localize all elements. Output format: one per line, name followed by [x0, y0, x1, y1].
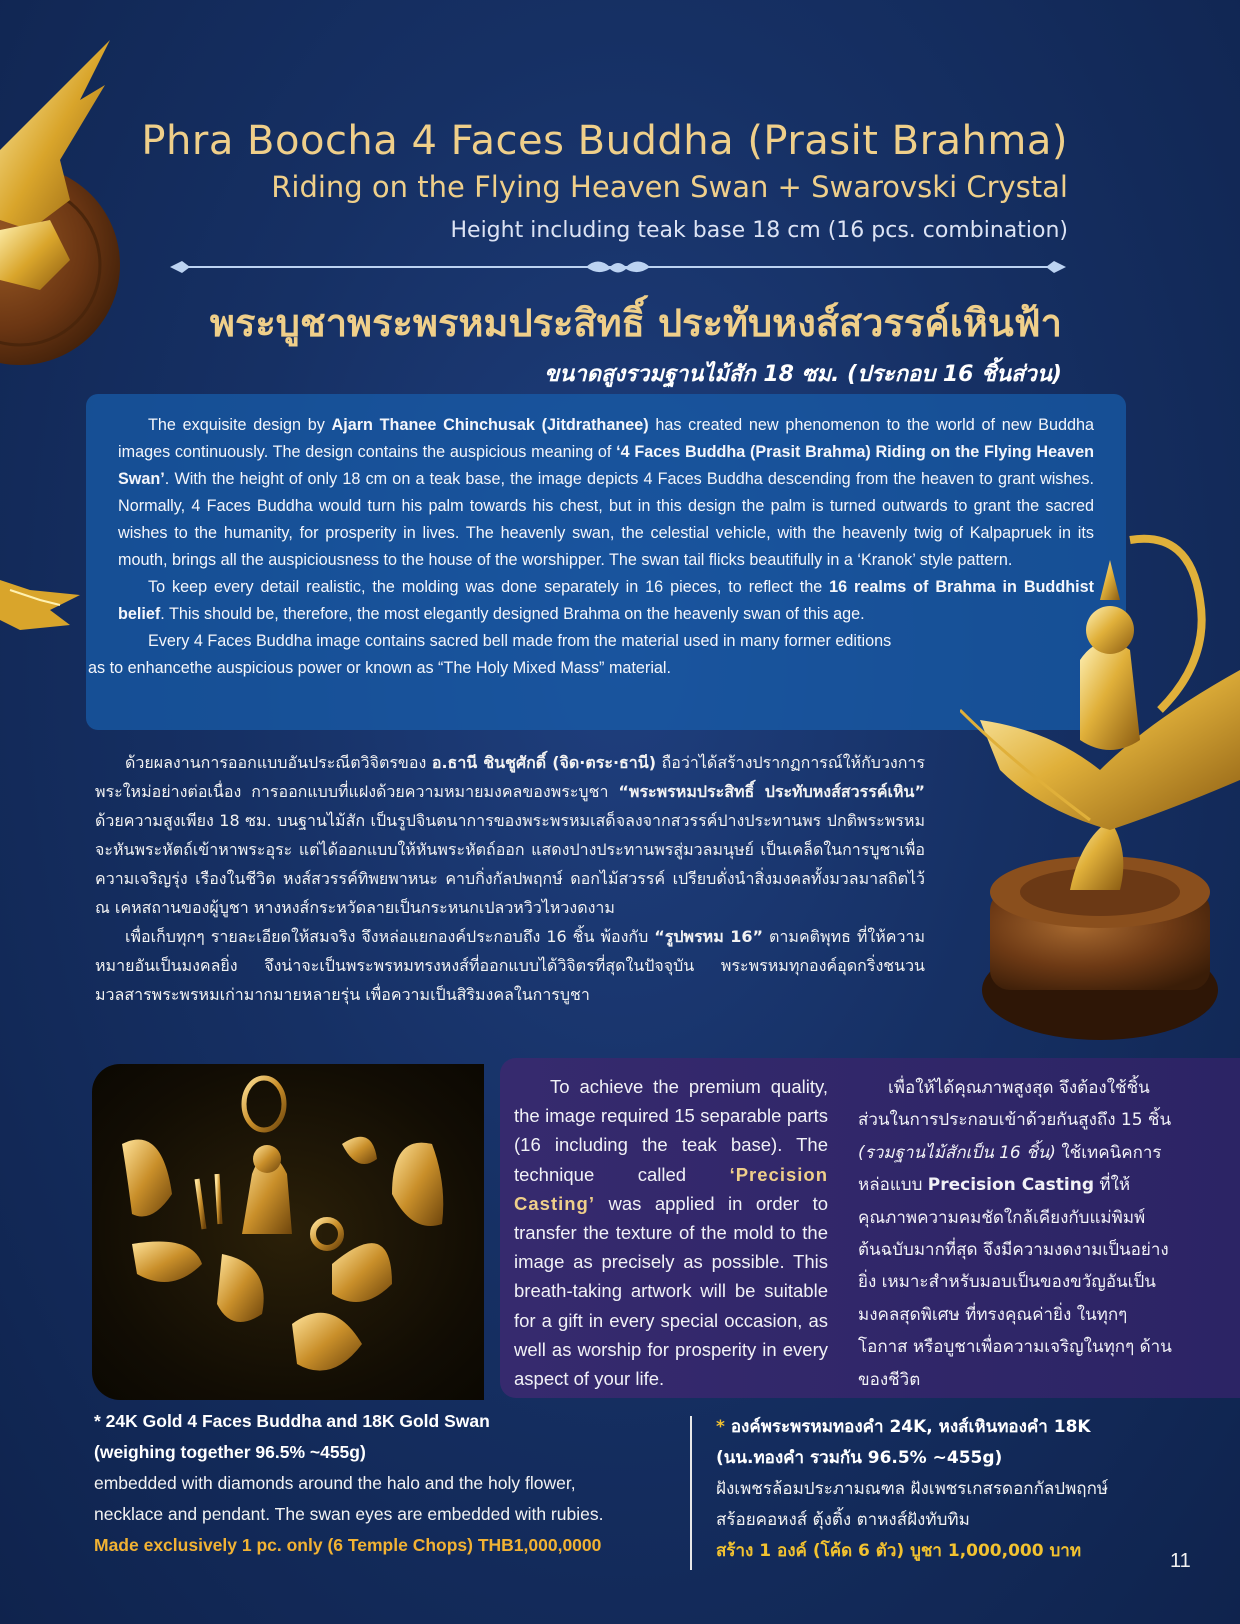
caption-th-line4: สร้อยคอหงส์ ตุ้งติ้ง ตาหงส์ฝังทับทิม	[716, 1510, 970, 1530]
caption-en-price: Made exclusively 1 pc. only (6 Temple Chops) THB1,000,0000	[94, 1535, 602, 1555]
intro-en-paragraph-2: To keep every detail realistic, the molding was done separately in 16 pieces, to reflect the 16 realms of Brahma in Buddhist belief. This should be, therefore, the most elegantly designed Brahma on the heavenly swan of this age.	[118, 578, 1094, 623]
title-en-line3: Height including teak base 18 cm (16 pcs. combination)	[450, 218, 1068, 243]
title-th-line2: ขนาดสูงรวมฐานไม้สัก 18 ซม. (ประกอบ 16 ชิ้นส่วน)	[544, 362, 1062, 387]
caption-en-line2: (weighing together 96.5% ~455g)	[94, 1442, 366, 1462]
caption-th	[716, 1412, 1186, 1567]
title-en-line2: Riding on the Flying Heaven Swan + Swarovski Crystal	[271, 170, 1068, 204]
decorative-divider	[168, 256, 1068, 278]
page-number: 11	[1170, 1550, 1191, 1572]
caption-divider	[690, 1416, 692, 1570]
intro-en-paragraph-3: Every 4 Faces Buddha image contains sacred bell made from the material used in many former editions as to enhancethe auspicious power or known as “The Holy Mixed Mass” material.	[88, 632, 892, 677]
intro-th-paragraph-1: ด้วยผลงานการออกแบบอันประณีตวิจิตรของ อ.ธานี ชินชูศักดิ์ (จิด·ตระ·ธานี) ถือว่าได้สร้างปรากฏการณ์ให้กับวงการพระใหม่อย่างต่อเนื่อง การออกแบบที่แฝงด้วยความหมายมงคลของพระบูชา “พระพรหมประสิทธิ์ ประทับหงส์สวรรค์เหิน” ด้วยความสูงเพียง 18 ซม. บนฐานไม้สัก เป็นรูปจินตนาการของพระพรหมเสด็จลงจากสวรรค์ปางประทานพร ปกติพระพรหมจะหันพระหัตถ์เข้าหาพระอุระ แต่ได้ออกแบบให้หันพระหัตถ์ออก แสดงปางประทานพรสู่มวลมนุษย์ เป็นเคล็ดในการบูชาเพื่อความเจริญรุ่ง เรืองในชีวิต หงส์สวรรค์ทิพยพาหนะ คาบกิ่งกัลปพฤกษ์ ดอกไม้สวรรค์ เปรียบดั่งนำสิ่งมงคลทั้งมวลมาสถิตไว้ ณ เคหสถานของผู้บูชา หางหงส์กระหวัดลายเป็นกระหนกเปลวหวิวไหวงดงาม	[95, 753, 926, 917]
brahma-swan-statue-image	[960, 520, 1240, 1060]
intro-th-text	[95, 748, 925, 1009]
caption-en-line3: embedded with diamonds around the halo and the holy flower,	[94, 1473, 576, 1493]
statue-parts-photo	[92, 1064, 484, 1400]
title-th-line1: พระบูชาพระพรหมประสิทธิ์ ประทับหงส์สวรรค์เหินฟ้า	[209, 301, 1062, 345]
gold-parts-illustration	[92, 1064, 484, 1400]
intro-th-paragraph-2: เพื่อเก็บทุกๆ รายละเอียดให้สมจริง จึงหล่อแยกองค์ประกอบถึง 16 ชิ้น พ้องกับ “รูปพรหม 16” ตามคติพุทธ ที่ให้ความหมายอันเป็นมงคลยิ่ง จึงน่าจะเป็นพระพรหมทรงหงส์ที่ออกแบบได้วิจิตรที่สุดในปัจจุบัน พระพรหมทุกองค์อุดกริ่งชนวนมวลสารพระพรหมเก่ามากมายหลายรุ่น เพื่อความเป็นสิริมงคลในการบูชา	[95, 927, 926, 1004]
garuda-ornament-top-left	[0, 30, 130, 370]
caption-en	[94, 1406, 654, 1561]
caption-en-line4: necklace and pendant. The swan eyes are embedded with rubies.	[94, 1504, 604, 1524]
title-en-line1: Phra Boocha 4 Faces Buddha (Prasit Brahma)	[141, 118, 1068, 164]
swan-wing-ornament-left	[0, 560, 85, 650]
caption-th-line3: ฝังเพชรล้อมประภามณฑล ฝังเพชรเกสรดอกกัลปพฤกษ์	[716, 1479, 1109, 1499]
caption-th-price: สร้าง 1 องค์ (โค้ด 6 ตัว) บูชา 1,000,000 บาท	[716, 1541, 1082, 1561]
intro-en-paragraph-1: The exquisite design by Ajarn Thanee Chinchusak (Jitdrathanee) has created new phenomenon to the world of new Buddha images continuously. The design contains the auspicious meaning of ‘4 Faces Buddha (Prasit Brahma) Riding on the Flying Heaven Swan’. With the height of only 18 cm on a teak base, the image depicts 4 Faces Buddha descending from the heaven to grant wishes. Normally, 4 Faces Buddha would turn his palm towards his chest, but in this design the palm is turned outwards to grant the sacred wishes to the humanity, for prosperity in lives. The heavenly swan, the celestial vehicle, with the heavenly twig of Kalpapruek in its mouth, brings all the auspiciousness to the house of the worshipper. The swan tail flicks beautifully in a ‘Kranok’ style pattern.	[118, 416, 1095, 569]
caption-en-line1: * 24K Gold 4 Faces Buddha and 18K Gold Swan	[94, 1411, 490, 1431]
quality-th-text: เพื่อให้ได้คุณภาพสูงสุด จึงต้องใช้ชิ้นส่วนในการประกอบเข้าด้วยกันสูงถึง 15 ชิ้น (รวมฐานไม้สักเป็น 16 ชิ้น) ใช้เทคนิคการหล่อแบบ Precision Casting ที่ให้คุณภาพความคมชัดใกล้เคียงกับแม่พิมพ์ต้นฉบับมากที่สุด จึงมีความงดงามเป็นอย่างยิ่ง เหมาะสำหรับมอบเป็นของขวัญอันเป็นมงคลสุดพิเศษ ที่ทรงคุณค่ายิ่ง ในทุกๆ โอกาส หรือบูชาเพื่อความเจริญในทุกๆ ด้านของชีวิต	[858, 1078, 1172, 1390]
intro-en-text	[88, 412, 1095, 682]
caption-th-line2: (นน.ทองคำ รวมกัน 96.5% ~455g)	[716, 1448, 1003, 1468]
caption-th-line1: * องค์พระพรหมทองคำ 24K, หงส์เหินทองคำ 18K	[716, 1417, 1091, 1437]
quality-en-text: To achieve the premium quality, the image required 15 separable parts (16 including the teak base). The technique called ‘Precision Casting’ was applied in order to transfer the texture of the mold to the image as precisely as possible. This breath-taking artwork will be suitable for a gift in every special occasion, as well as worship for prosperity in every aspect of your life.	[514, 1076, 828, 1390]
